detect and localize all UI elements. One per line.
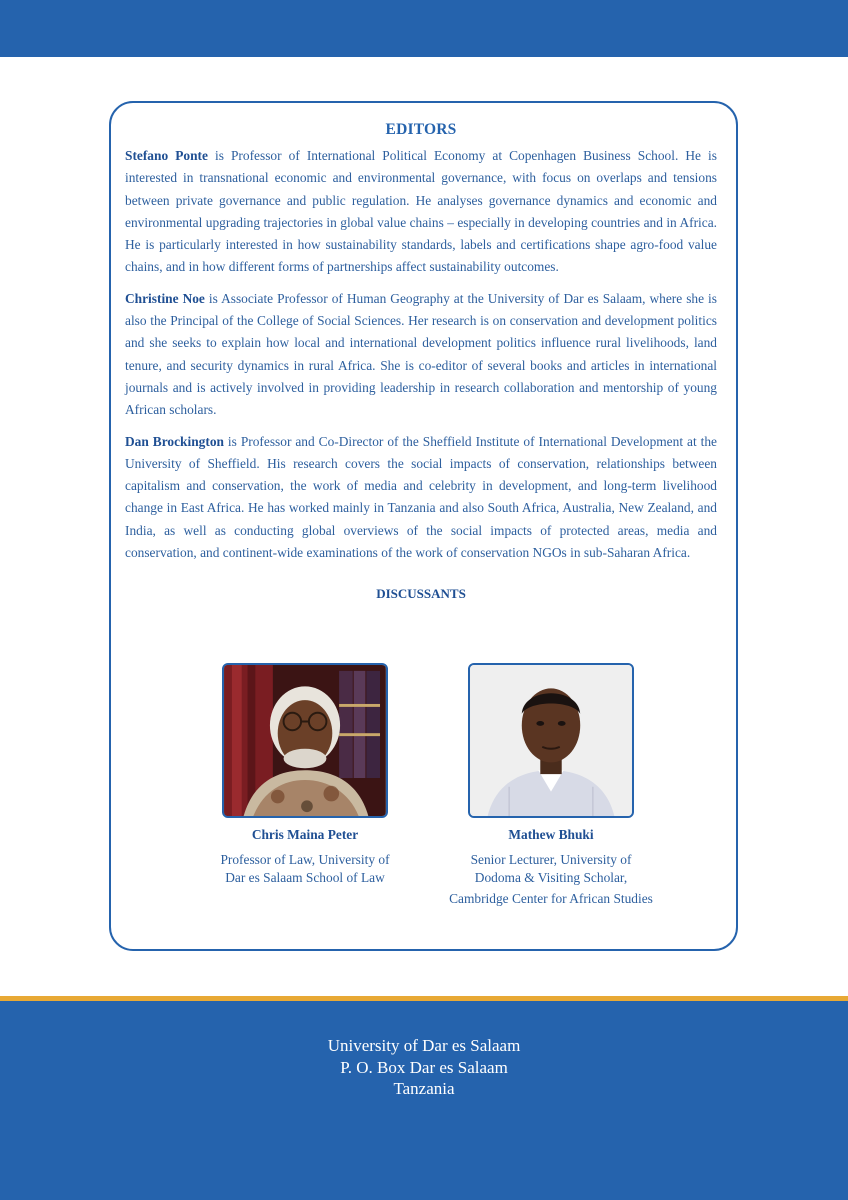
discussant-name: Mathew Bhuki	[508, 827, 594, 842]
editor-bio-noe	[125, 288, 717, 422]
discussant-bhuki	[431, 826, 671, 908]
discussant-role-line: Dar es Salaam School of Law	[225, 870, 385, 885]
discussant-role-line: Senior Lecturer, University of	[470, 852, 632, 867]
discussant-photo-peter	[222, 663, 388, 818]
discussant-photo-bhuki	[468, 663, 634, 818]
discussant-role-line: Dodoma & Visiting Scholar,	[474, 870, 628, 885]
editor-name: Christine Noe	[125, 290, 205, 306]
address-line: University of Dar es Salaam	[327, 1036, 521, 1055]
editor-name: Stefano Ponte	[125, 148, 208, 163]
editor-bio-text: is Professor and Co-Director of the Sheffield Institute of International Development at the University of Sheffield. His research covers the social impacts of conservation, relationships between capitalism and conservation, the work of media and celebrity in development, and long-term livelihood change in East Africa. He has worked mainly in Tanzania and also South Africa, Australia, New Zealand, and India, as well as conducting global overviews of the social impacts of protected areas, media and conservation, and continent-wide examinations of the work of conservation NGOs in sub-Saharan Africa.	[125, 433, 717, 561]
editor-bio-text: is Professor of International Political Economy at Copenhagen Business School. He is interested in transnational economic and environmental governance, with focus on overlaps and tensions between private governance and public regulation. He analyses governance dynamics and economic and environmental upgrading trajectories in global value chains – especially in developing countries and in Africa. He is particularly interested in how sustainability standards, labels and certifications shape agro-food value chains, and in how different forms of partnerships affect sustainability outcomes.	[125, 148, 717, 275]
discussant-name: Chris Maina Peter	[251, 827, 359, 842]
editor-bio-ponte	[125, 145, 717, 279]
discussant-role-line: Cambridge Center for African Studies	[449, 891, 653, 906]
top-header-band	[0, 0, 848, 57]
address-line: Tanzania	[393, 1079, 455, 1098]
discussant-peter	[205, 826, 405, 887]
portrait-image	[470, 665, 632, 816]
discussant-role-line: Professor of Law, University of	[220, 852, 390, 867]
portrait-image	[224, 665, 386, 816]
footer-address	[0, 1035, 848, 1100]
editor-name: Dan Brockington	[125, 433, 224, 449]
footer-band	[0, 1001, 848, 1200]
address-line: P. O. Box Dar es Salaam	[340, 1057, 508, 1077]
editors-section	[125, 121, 717, 602]
editors-heading: EDITORS	[385, 121, 457, 138]
editor-bio-text: is Associate Professor of Human Geography at the University of Dar es Salaam, where she is also the Principal of the College of Social Sciences. Her research is on conservation and development politics and she seeks to explain how local and international development politics influence rural livelihoods, land tenure, and security dynamics in rural Africa. She is co-editor of several books and articles in international journals and is actively involved in providing leadership in research collaboration and mentorship of young African scholars.	[125, 290, 717, 418]
editor-bio-brockington	[125, 431, 717, 565]
discussants-heading: DISCUSSANTS	[376, 586, 466, 602]
